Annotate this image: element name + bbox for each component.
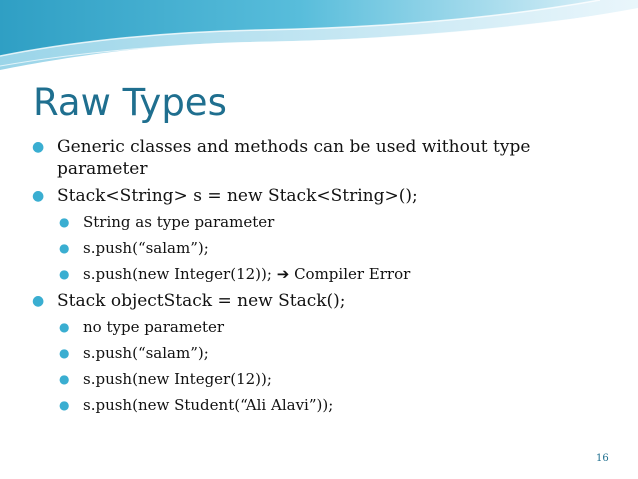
sub-bullet-item	[30, 212, 615, 232]
bullet-icon: ●	[59, 320, 70, 334]
sub-bullet-text: s.push(new Integer(12));	[83, 265, 272, 283]
bullet-item	[30, 136, 615, 180]
bullet-icon: ●	[59, 215, 70, 229]
page-number: 16	[596, 453, 609, 464]
sub-bullet-text: no type parameter	[83, 318, 225, 336]
sub-bullet-item	[30, 395, 615, 415]
arrow-right-icon: ➔	[276, 265, 290, 283]
bullet-icon: ●	[59, 267, 70, 281]
bullet-text: Stack<String> s = new Stack<String>();	[57, 186, 418, 206]
bullet-icon: ●	[59, 372, 70, 386]
sub-bullet-text: s.push(new Student(“Ali Alavi”));	[83, 396, 334, 414]
sub-bullet-item	[30, 238, 615, 258]
sub-bullet-text: String as type parameter	[83, 213, 275, 231]
bullet-icon: ●	[59, 241, 70, 255]
sub-bullet-text: s.push(“salam”);	[83, 344, 209, 362]
bullet-list	[30, 136, 615, 421]
sub-bullet-item	[30, 264, 615, 284]
bullet-text: Generic classes and methods can be used without type parameter	[57, 137, 531, 179]
bullet-item	[30, 185, 615, 207]
sub-bullet-item	[30, 317, 615, 337]
bullet-text: Stack objectStack = new Stack();	[57, 291, 346, 311]
slide-title: Raw Types	[33, 81, 227, 124]
sub-bullet-text: s.push(“salam”);	[83, 239, 209, 257]
sub-bullet-item	[30, 369, 615, 389]
sub-bullet-item	[30, 343, 615, 363]
bullet-icon: ●	[32, 293, 45, 309]
bullet-icon: ●	[59, 346, 70, 360]
bullet-item	[30, 290, 615, 312]
bullet-icon: ●	[59, 398, 70, 412]
sub-bullet-text: s.push(new Integer(12));	[83, 370, 272, 388]
header-wave-decoration	[0, 0, 638, 80]
bullet-icon: ●	[32, 188, 45, 204]
compiler-error-text: Compiler Error	[294, 265, 411, 283]
bullet-icon: ●	[32, 139, 45, 155]
